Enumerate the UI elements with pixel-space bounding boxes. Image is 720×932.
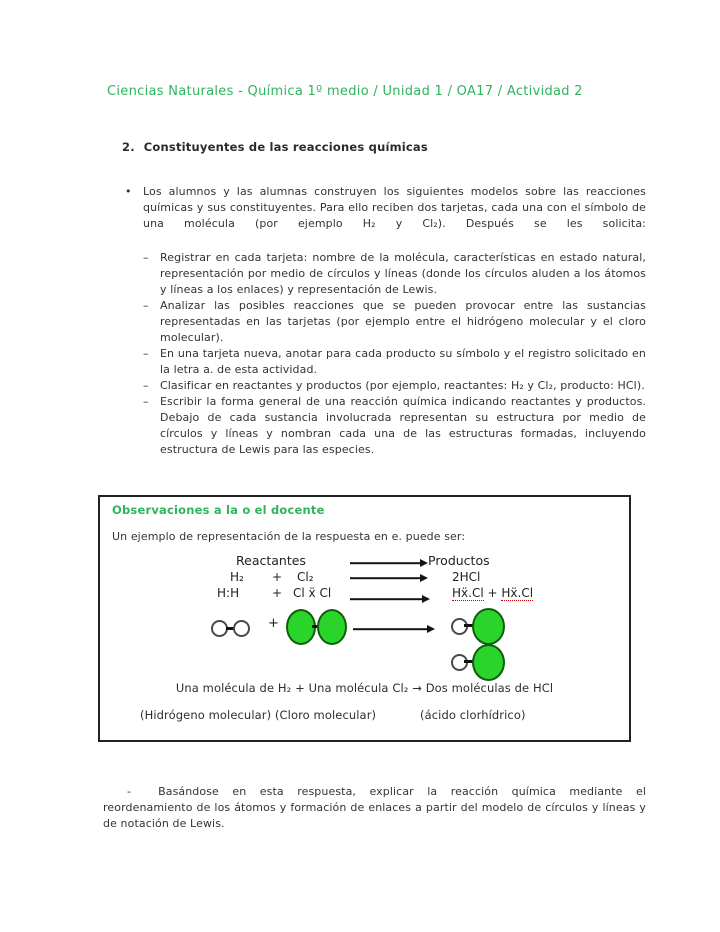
task-text: En una tarjeta nueva, anotar para cada producto su símbolo y el registro solicitado en la letra a. de esta actividad. xyxy=(160,347,646,376)
section-title: Constituyentes de las reacciones químicas xyxy=(143,140,428,154)
intro-paragraph xyxy=(122,184,646,232)
dash-icon: – xyxy=(143,379,149,392)
task-text: Analizar las posibles reacciones que se pueden provocar entre las sustancias representadas en las tarjetas (por ejemplo entre el hidrógeno molecular y el cloro molecular). xyxy=(160,299,646,344)
dash-icon: – xyxy=(143,251,149,264)
observations-intro: Un ejemplo de representación de la respuesta en e. puede ser: xyxy=(112,530,466,543)
task-item xyxy=(143,346,646,378)
hcl-lewis-products xyxy=(452,586,533,600)
product-formula: 2HCl xyxy=(452,570,481,584)
plus-sign: + xyxy=(268,616,279,631)
reaction-arrow-icon xyxy=(350,572,428,584)
reaction-arrow-icon xyxy=(353,623,435,635)
plus-sign: + xyxy=(272,586,283,600)
bullet-icon: • xyxy=(125,185,132,198)
closing-text: Basándose en esta respuesta, explicar la reacción química mediante el reordenamiento de los átomos y formación de enlaces a partir del modelo de círculos y líneas y de notación de Lewis. xyxy=(103,785,646,830)
section-heading xyxy=(122,140,428,154)
hcl-lewis: Hẍ.Cl xyxy=(501,586,534,600)
task-text: Clasificar en reactantes y productos (por ejemplo, reactantes: H₂ y Cl₂, producto: HCl). xyxy=(160,379,645,392)
reaction-arrow-icon xyxy=(350,557,428,569)
teacher-observations-box xyxy=(98,495,631,742)
task-item xyxy=(143,250,646,298)
dash-icon: – xyxy=(143,347,149,360)
hcl-lewis: Hẍ.Cl xyxy=(452,586,484,600)
dash-icon: – xyxy=(143,395,149,408)
equation-caption: Una molécula de H₂ + Una molécula Cl₂ → Dos moléculas de HCl xyxy=(175,681,554,695)
hydrogen-atom-icon xyxy=(233,620,250,637)
dash-icon: - xyxy=(127,785,132,798)
cl2-lewis: Cl ẍ Cl xyxy=(293,586,332,600)
products-label: Productos xyxy=(428,553,490,568)
section-number: 2. xyxy=(122,140,135,154)
task-item xyxy=(143,378,646,394)
task-item xyxy=(143,298,646,346)
molecule-names-caption: (ácido clorhídrico) xyxy=(420,708,526,722)
plus-sign: + xyxy=(487,586,498,600)
chlorine-atom-icon xyxy=(472,608,505,645)
h2-formula: H₂ xyxy=(230,570,244,584)
molecule-names-caption: (Hidrógeno molecular) (Cloro molecular) xyxy=(140,708,377,722)
task-item xyxy=(143,394,646,458)
cl2-formula: Cl₂ xyxy=(297,570,314,584)
document-header-title: Ciencias Naturales - Química 1º medio / Unidad 1 / OA17 / Actividad 2 xyxy=(107,84,583,99)
intro-text: Los alumnos y las alumnas construyen los siguientes modelos sobre las reacciones químicas y sus constituyentes. Para ello reciben dos tarjetas, cada una con el símbolo de una molécula (por ejemplo H₂ y Cl₂). Después se les solicita: xyxy=(143,185,646,230)
reaction-arrow-icon xyxy=(350,593,430,605)
observations-title: Observaciones a la o el docente xyxy=(112,503,325,517)
h2-lewis: H:H xyxy=(217,586,240,600)
task-list xyxy=(143,250,646,458)
dash-icon: – xyxy=(143,299,149,312)
plus-sign: + xyxy=(272,570,283,584)
reactants-label: Reactantes xyxy=(236,553,306,568)
task-text: Escribir la forma general de una reacción química indicando reactantes y productos. Debajo de cada sustancia involucrada representan su estructura por medio de círculos y líneas y nombran cada una de las estructuras formadas, incluyendo estructura de Lewis para las especies. xyxy=(160,395,646,456)
chlorine-atom-icon xyxy=(472,644,505,681)
task-text: Registrar en cada tarjeta: nombre de la molécula, características en estado natural, representación por medio de círculos y líneas (donde los círculos aluden a los átomos y líneas a los enlaces) y representación de Lewis. xyxy=(160,251,646,296)
chlorine-atom-icon xyxy=(317,609,347,645)
closing-instruction xyxy=(103,784,646,832)
